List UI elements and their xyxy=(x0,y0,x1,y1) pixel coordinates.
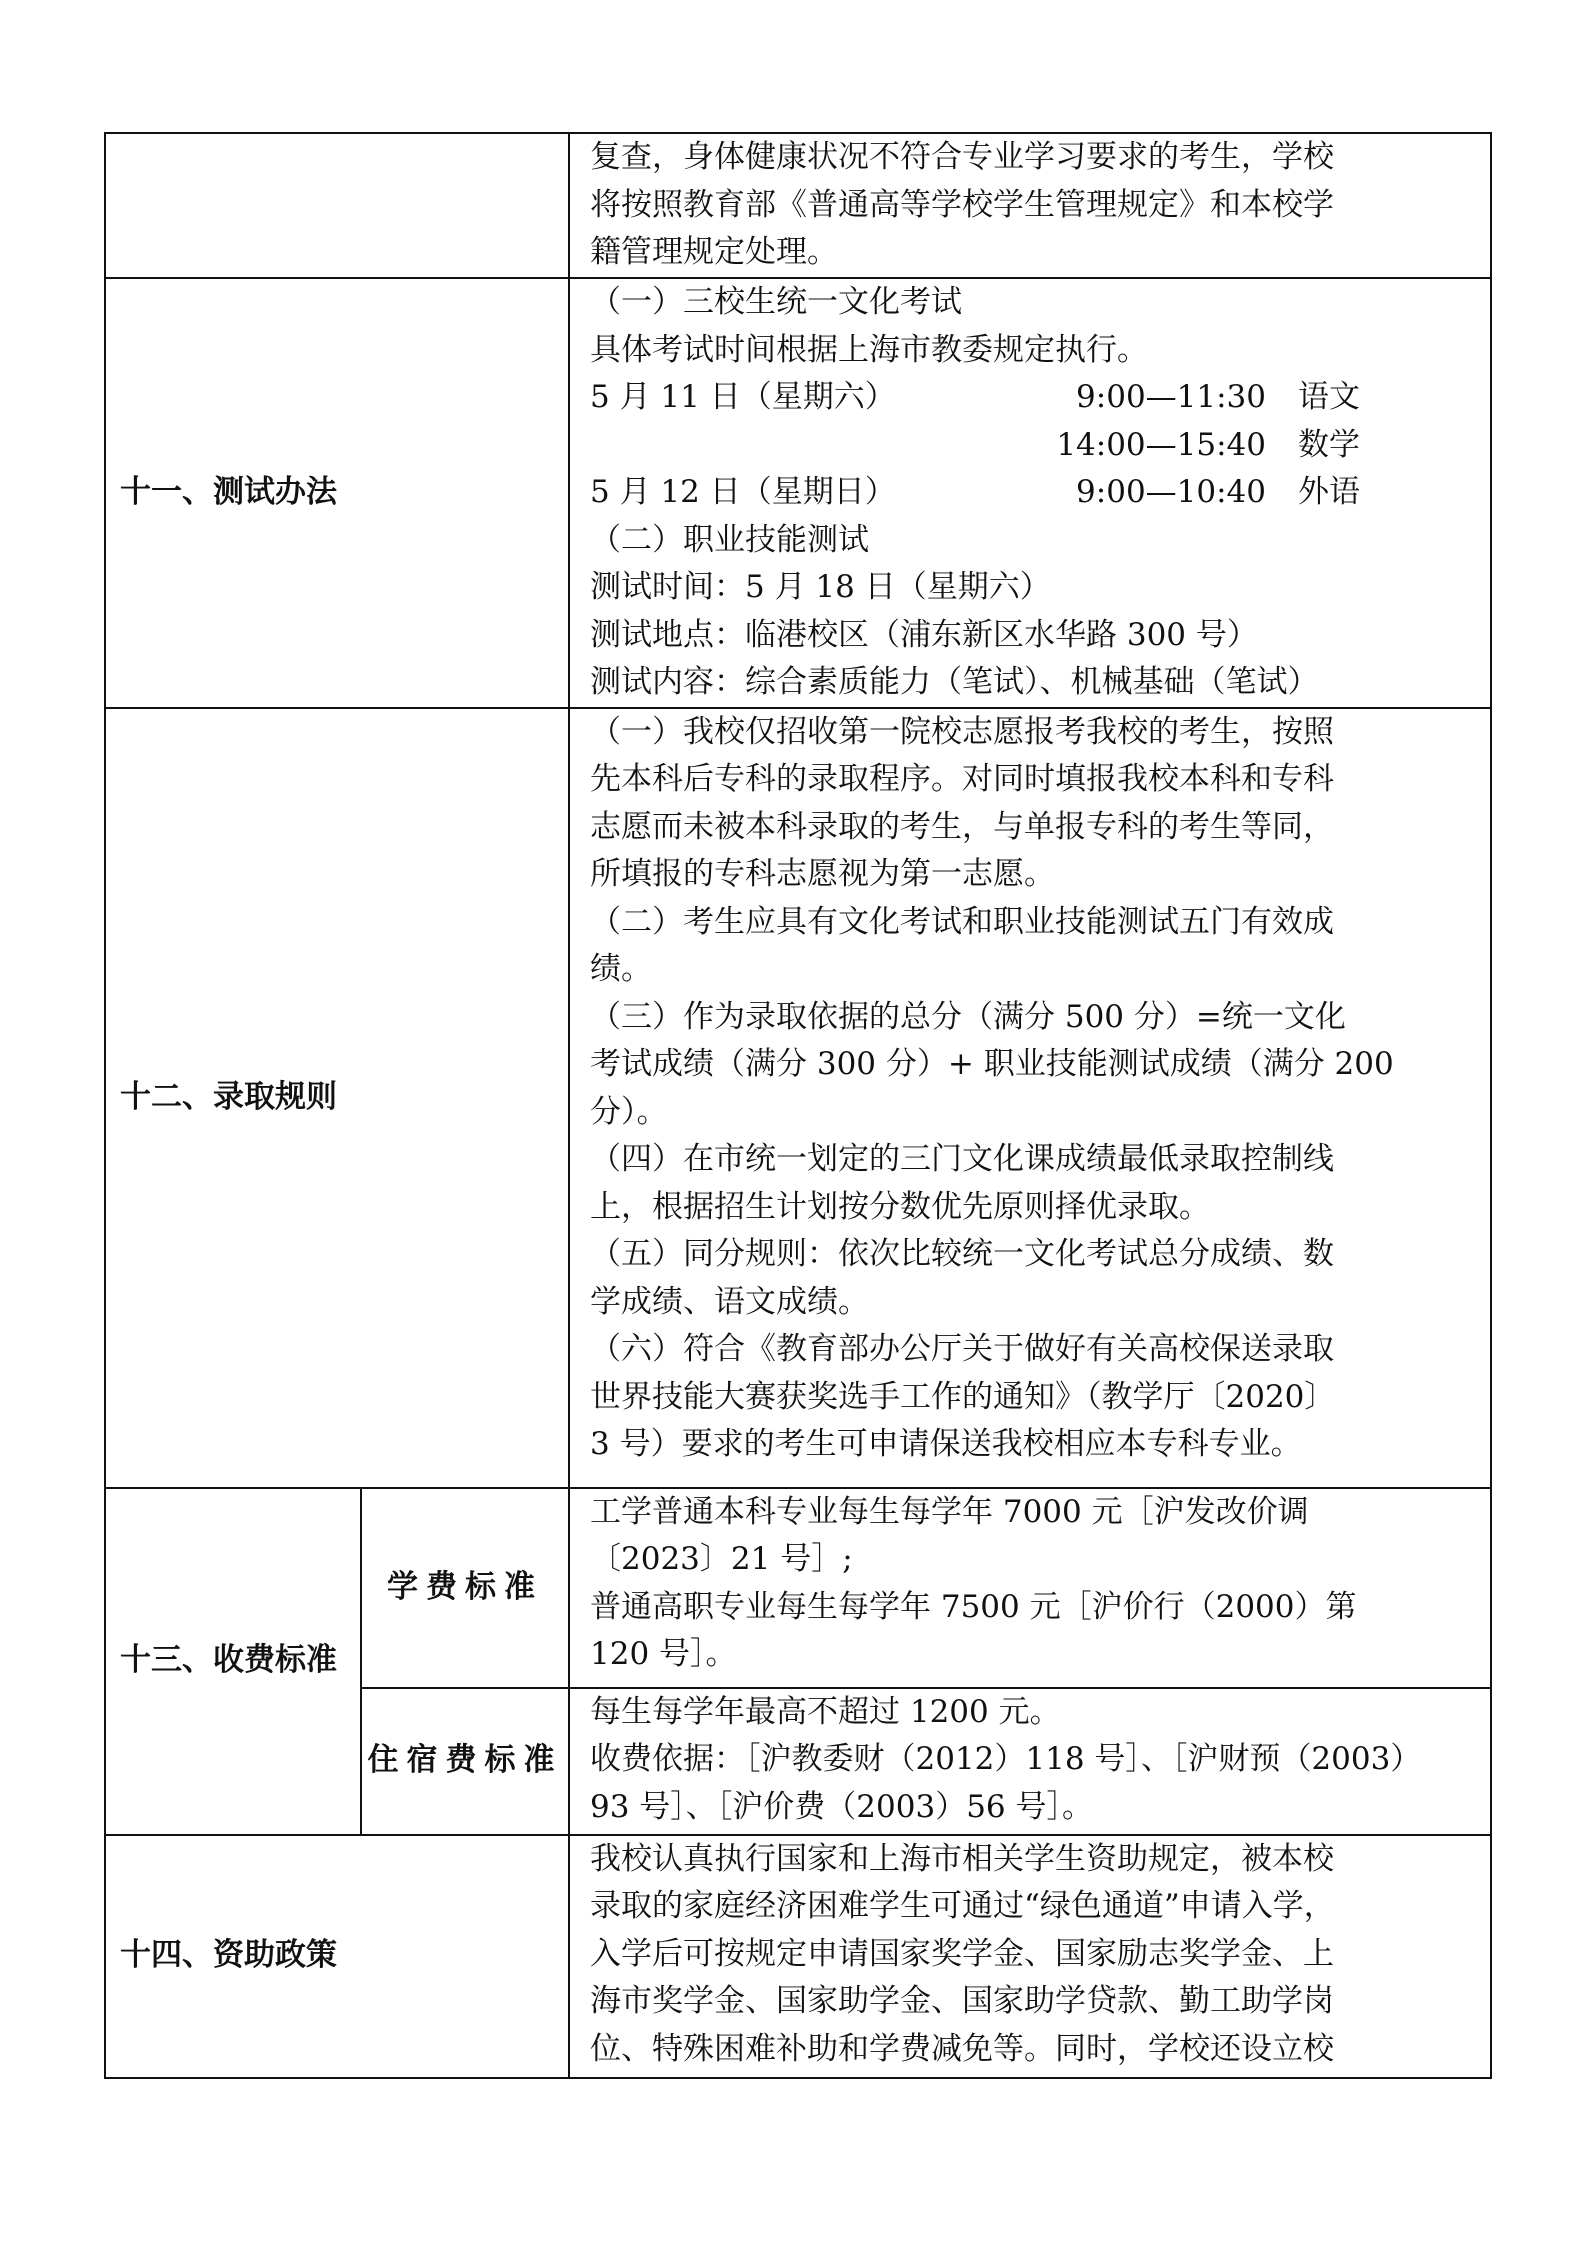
text-line: 考试成绩（满分 300 分）+ 职业技能测试成绩（满分 200 xyxy=(590,1046,1394,1082)
text-line: 绩。 xyxy=(590,951,652,987)
text-line: 每生每学年最高不超过 1200 元。 xyxy=(590,1693,1061,1730)
row-admission xyxy=(105,708,1491,1488)
text-line: 先本科后专科的录取程序。对同时填报我校本科和专科 xyxy=(590,761,1334,797)
text-line: 普通高职专业每生每学年 7500 元［沪价行（2000）第 xyxy=(590,1588,1357,1625)
row-aid xyxy=(105,1835,1491,2078)
row-fees-tuition xyxy=(105,1488,1491,1688)
continuation-content xyxy=(569,133,1491,278)
text-line: （四）在市统一划定的三门文化课成绩最低录取控制线 xyxy=(590,1141,1334,1177)
label-cell-empty xyxy=(105,133,569,278)
sublabel-tuition: 学费标准 xyxy=(361,1488,569,1688)
exam-date: 5 月 12 日（星期日） xyxy=(590,474,896,510)
text-line: 120 号］。 xyxy=(590,1636,737,1672)
text-line: （二）考生应具有文化考试和职业技能测试五门有效成 xyxy=(590,903,1334,940)
admission-content xyxy=(569,708,1491,1488)
text-line: （六）符合《教育部办公厅关于做好有关高校保送录取 xyxy=(590,1331,1334,1367)
text-line: 复查，身体健康状况不符合专业学习要求的考生，学校 xyxy=(590,139,1334,175)
text-line: 3 号）要求的考生可申请保送我校相应本专科专业。 xyxy=(590,1426,1302,1462)
row-label-aid: 十四、资助政策 xyxy=(105,1835,569,2078)
testing-content xyxy=(569,278,1491,708)
aid-content xyxy=(569,1835,1491,2078)
skills-test-place: 测试地点：临港校区（浦东新区水华路 300 号） xyxy=(590,616,1258,653)
exam-schedule-row xyxy=(590,469,1480,517)
skills-test-title: （二）职业技能测试 xyxy=(590,521,869,558)
exam-subject: 数学 xyxy=(1298,426,1360,463)
text-line: （五）同分规则：依次比较统一文化考试总分成绩、数 xyxy=(590,1236,1334,1272)
exam-time: 9:00—10:40 xyxy=(1076,474,1266,510)
text-line: 所填报的专科志愿视为第一志愿。 xyxy=(590,856,1055,892)
text-line: 位、特殊困难补助和学费减免等。同时，学校还设立校 xyxy=(590,2030,1334,2067)
exam-subject: 外语 xyxy=(1298,474,1360,510)
exam-time: 14:00—15:40 xyxy=(1056,426,1266,463)
text-line: 将按照教育部《普通高等学校学生管理规定》和本校学 xyxy=(590,186,1334,223)
exam-subject: 语文 xyxy=(1298,379,1360,415)
exam-time: 9:00—11:30 xyxy=(1076,379,1266,415)
text-line: 上，根据招生计划按分数优先原则择优录取。 xyxy=(590,1188,1210,1225)
exam-schedule-row xyxy=(590,422,1480,470)
text-line: 〔2023〕21 号］; xyxy=(590,1541,853,1577)
exam-date: 5 月 11 日（星期六） xyxy=(590,379,896,415)
row-label-fees: 十三、收费标准 xyxy=(105,1488,361,1835)
text-line: 海市奖学金、国家助学金、国家助学贷款、勤工助学岗 xyxy=(590,1983,1334,2019)
accommodation-content xyxy=(569,1688,1491,1835)
text-line: （三）作为录取依据的总分（满分 500 分）=统一文化 xyxy=(590,998,1346,1035)
text-line: 世界技能大赛获奖选手工作的通知》（教学厅〔2020〕 xyxy=(590,1378,1336,1415)
skills-test-content: 测试内容：综合素质能力（笔试）、机械基础（笔试） xyxy=(590,664,1319,700)
row-label-admission: 十二、录取规则 xyxy=(105,708,569,1488)
row-continuation xyxy=(105,133,1491,278)
row-label-testing: 十一、测试办法 xyxy=(105,278,569,708)
skills-test-time: 测试时间：5 月 18 日（星期六） xyxy=(590,569,1051,605)
culture-exam-title: （一）三校生统一文化考试 xyxy=(590,284,962,320)
text-line: 入学后可按规定申请国家奖学金、国家励志奖学金、上 xyxy=(590,1935,1334,1972)
row-testing xyxy=(105,278,1491,708)
admissions-table xyxy=(104,132,1492,2079)
sublabel-accommodation: 住宿费标准 xyxy=(361,1688,569,1835)
text-line: 工学普通本科专业每生每学年 7000 元［沪发改价调 xyxy=(590,1493,1309,1530)
text-line: 志愿而未被本科录取的考生，与单报专科的考生等同， xyxy=(590,808,1334,845)
text-line: 分）。 xyxy=(590,1093,668,1130)
exam-date xyxy=(590,422,988,470)
text-line: 93 号］、［沪价费（2003）56 号］。 xyxy=(590,1788,1093,1825)
text-line: 收费依据：［沪教委财（2012）118 号］、［沪财预（2003） xyxy=(590,1741,1422,1777)
text-line: 我校认真执行国家和上海市相关学生资助规定，被本校 xyxy=(590,1840,1334,1877)
text-line: 录取的家庭经济困难学生可通过“绿色通道”申请入学， xyxy=(590,1888,1335,1924)
tuition-content xyxy=(569,1488,1491,1688)
text-line: （一）我校仅招收第一院校志愿报考我校的考生，按照 xyxy=(590,713,1334,750)
exam-schedule-row xyxy=(590,374,1480,422)
text-line: 学成绩、语文成绩。 xyxy=(590,1283,869,1320)
culture-exam-note: 具体考试时间根据上海市教委规定执行。 xyxy=(590,331,1148,368)
text-line: 籍管理规定处理。 xyxy=(590,234,838,270)
